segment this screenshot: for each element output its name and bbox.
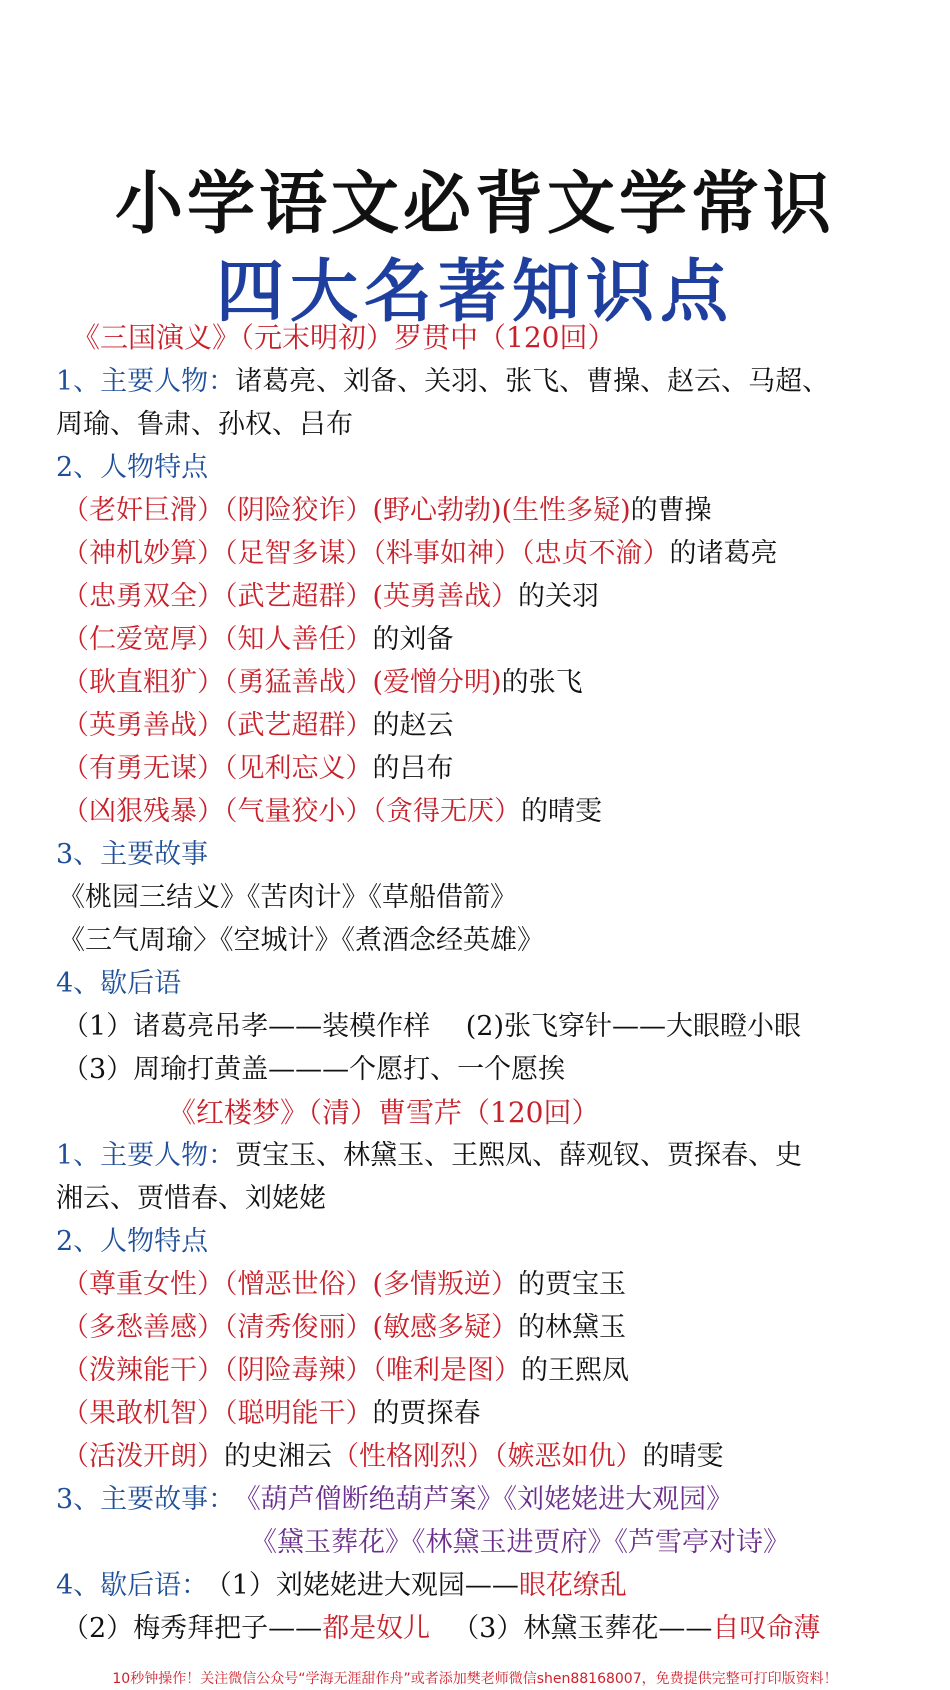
trait-line	[62, 1310, 626, 1346]
trait-name: 的贾探春	[372, 1398, 481, 1429]
xiehouyu-answer: 都是奴儿	[322, 1613, 431, 1644]
section-label: 1、主要人物：	[56, 1140, 236, 1171]
sanguo-xiehouyu: （3）周瑜打黄盖———个愿打、一个愿挨	[62, 1054, 566, 1085]
xiehouyu-answer: 眼花缭乱	[518, 1570, 627, 1601]
trait-line	[62, 536, 778, 572]
section-label: 3、主要故事：	[56, 1484, 236, 1515]
trait-name: 的张飞	[501, 667, 583, 698]
xiehouyu-text: （2）梅秀拜把子——	[62, 1613, 323, 1644]
sanguo-stories: 《桃园三结义》《苦肉计》《草船借箭》	[58, 882, 517, 913]
section-label: 1、主要人物：	[56, 366, 236, 397]
honglou-main-characters	[56, 1138, 802, 1174]
trait-line	[62, 493, 712, 529]
honglou-xiehouyu-row	[62, 1611, 820, 1647]
trait-red: （泼辣能干）（阴险毒辣）（唯利是图）	[62, 1355, 521, 1386]
trait-name: 的吕布	[372, 753, 454, 784]
sanguo-traits-label: 2、人物特点	[56, 452, 209, 483]
trait-red: （有勇无谋）（见利忘义）	[62, 753, 373, 784]
honglou-traits-label: 2、人物特点	[56, 1226, 209, 1257]
trait-red: （活泼开朗）	[62, 1441, 224, 1472]
trait-name: 的刘备	[372, 624, 454, 655]
trait-name: 的赵云	[372, 710, 454, 741]
trait-name: 的诸葛亮	[669, 538, 778, 569]
trait-name: 的林黛玉	[518, 1312, 627, 1343]
trait-line	[62, 1353, 629, 1389]
trait-name: 的晴雯	[642, 1441, 724, 1472]
trait-name: 的史湘云	[224, 1441, 332, 1472]
trait-name: 的王熙凤	[521, 1355, 629, 1386]
honglou-stories: 《葫芦僧断绝葫芦案》《刘姥姥进大观园》	[247, 1484, 734, 1515]
trait-name: 的晴雯	[521, 796, 602, 827]
trait-red: （凶狠残暴）（气量狡小）（贪得无厌）	[62, 796, 521, 827]
honglou-header: 《红楼梦》（清）曹雪芹（120回）	[168, 1096, 600, 1129]
page-subtitle: 四大名著知识点	[215, 252, 734, 332]
characters-text: 贾宝玉、林黛玉、王熙凤、薛观钗、贾探春、史	[235, 1140, 803, 1171]
sanguo-stories-label: 3、主要故事	[56, 839, 209, 870]
trait-line	[62, 622, 454, 658]
sanguo-xiehouyu: （1）诸葛亮吊孝——装模作样 (2)张飞穿针——大眼瞪小眼	[62, 1011, 802, 1042]
trait-line	[62, 1439, 724, 1475]
sanguo-xiehouyu-label: 4、歇后语	[56, 968, 182, 999]
trait-red: （仁爱宽厚）（知人善任）	[62, 624, 373, 655]
trait-red: （英勇善战）（武艺超群）	[62, 710, 373, 741]
trait-red: （性格刚烈）（嫉恶如仇）	[332, 1441, 643, 1472]
trait-line	[62, 579, 599, 615]
trait-line	[62, 1267, 626, 1303]
trait-red: （果敢机智）（聪明能干）	[62, 1398, 373, 1429]
sanguo-main-characters-cont: 周瑜、鲁肃、孙权、吕布	[56, 409, 353, 440]
trait-line	[62, 794, 602, 830]
trait-red: （神机妙算）（足智多谋）（料事如神）（忠贞不渝）	[62, 538, 670, 569]
sanguo-stories: 《三气周瑜〉《空城计》《煮酒念经英雄》	[58, 925, 544, 956]
footer-notice: 10秒钟操作！关注微信公众号“学海无涯甜作舟”或者添加樊老师微信shen88168007，免费提供完整可打印版资料！	[112, 1671, 838, 1687]
trait-line	[62, 1396, 481, 1432]
page-title: 小学语文必背文学常识	[114, 164, 835, 244]
trait-name: 的曹操	[630, 495, 712, 526]
xiehouyu-text: （3）林黛玉葬花——	[452, 1613, 713, 1644]
trait-red: （尊重女性）（憎恶世俗）(多情叛逆）	[62, 1269, 519, 1300]
characters-text: 诸葛亮、刘备、关羽、张飞、曹操、赵云、马超、	[235, 366, 830, 397]
honglou-stories-row	[56, 1482, 733, 1518]
sanguo-main-characters	[56, 364, 829, 400]
xiehouyu-text: （1）刘姥姥进大观园——	[218, 1570, 519, 1601]
trait-line	[62, 665, 583, 701]
trait-red: （忠勇双全）（武艺超群）(英勇善战）	[62, 581, 519, 612]
sanguo-header: 《三国演义》（元末明初）罗贯中（120回）	[72, 321, 616, 354]
trait-name: 的关羽	[518, 581, 600, 612]
honglou-main-characters-cont: 湘云、贾惜春、刘姥姥	[56, 1183, 326, 1214]
honglou-xiehouyu-row	[56, 1568, 627, 1604]
honglou-stories: 《黛玉葬花》《林黛玉进贾府》《芦雪亭对诗》	[250, 1527, 790, 1558]
section-label: 4、歇后语：	[56, 1570, 209, 1601]
xiehouyu-answer: 自叹命薄	[712, 1613, 821, 1644]
trait-red: （老奸巨滑）（阴险狡诈）(野心勃勃)(生性多疑)	[62, 495, 631, 526]
trait-red: （多愁善感）（清秀俊丽）(敏感多疑）	[62, 1312, 519, 1343]
trait-name: 的贾宝玉	[518, 1269, 627, 1300]
trait-red: （耿直粗犷）（勇猛善战）(爱憎分明)	[62, 667, 502, 698]
trait-line	[62, 751, 454, 787]
trait-line	[62, 708, 454, 744]
